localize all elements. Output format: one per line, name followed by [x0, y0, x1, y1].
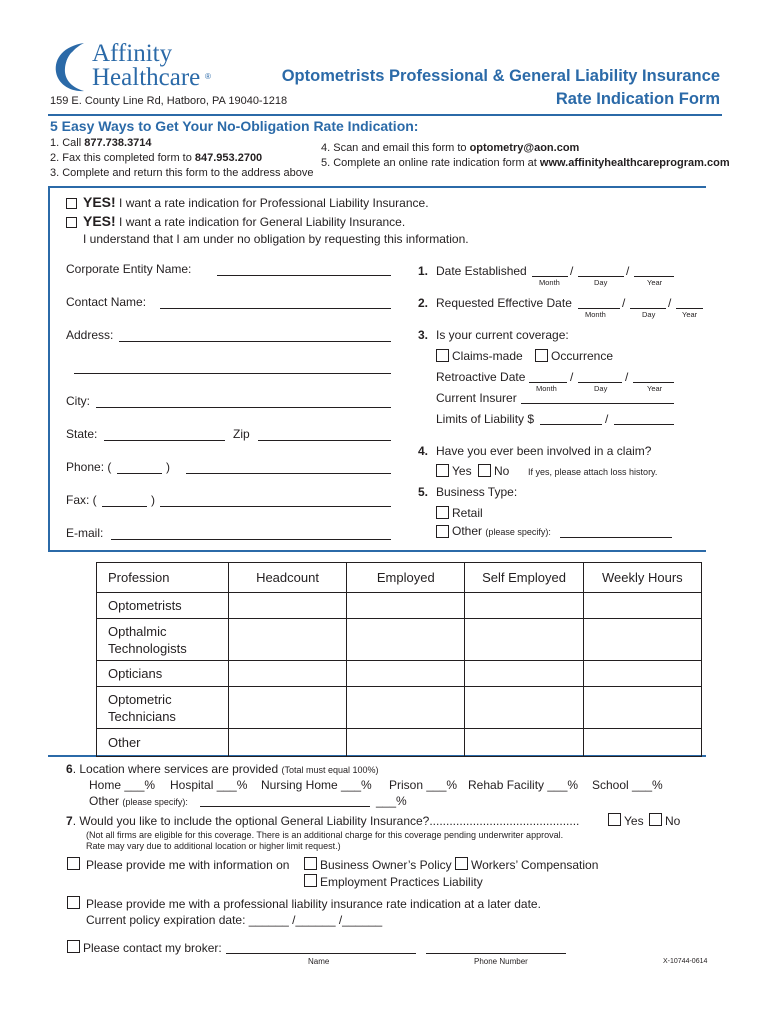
q1-month-hint: Month: [539, 278, 560, 287]
table-cell[interactable]: [347, 729, 465, 757]
limits-slash: /: [605, 412, 609, 426]
later-indication-checkbox[interactable]: [67, 896, 80, 909]
frame-mid-rule: [48, 550, 706, 552]
broker-phone-hint: Phone Number: [474, 957, 528, 966]
table-cell[interactable]: [228, 593, 346, 619]
gl-no-label: No: [665, 814, 681, 828]
affinity-logo-icon: [50, 40, 92, 94]
table-cell[interactable]: [465, 729, 583, 757]
broker-phone-field[interactable]: [426, 953, 566, 954]
fax-paren: ): [151, 493, 155, 507]
q2-day-field[interactable]: [630, 308, 666, 309]
table-cell[interactable]: [465, 593, 583, 619]
phone-number-field[interactable]: [186, 473, 391, 474]
epl-checkbox[interactable]: [304, 874, 317, 887]
q1-month-field[interactable]: [532, 276, 568, 277]
q2-slash-2: /: [668, 296, 672, 310]
table-cell[interactable]: [228, 661, 346, 687]
table-cell[interactable]: [583, 729, 701, 757]
limits-field-2[interactable]: [614, 424, 674, 425]
retro-day-field[interactable]: [578, 382, 622, 383]
table-cell[interactable]: [583, 593, 701, 619]
later-indication-label: Please provide me with a professional liability insurance rate indication at a later date.: [86, 897, 541, 911]
broker-name-hint: Name: [308, 957, 330, 966]
claim-yes-checkbox[interactable]: [436, 464, 449, 477]
col-profession: Profession: [97, 563, 229, 593]
q7-note-2: Rate may vary due to additional location or higher limit request.): [86, 841, 341, 851]
col-self-employed: Self Employed: [465, 563, 583, 593]
table-row: [97, 729, 702, 757]
occurrence-checkbox[interactable]: [535, 349, 548, 362]
retro-day-hint: Day: [594, 384, 608, 393]
table-header-row: [97, 563, 702, 593]
q7-label: 7. Would you like to include the optional General Liability Insurance?.............................................: [66, 814, 580, 828]
col-weekly-hours: Weekly Hours: [583, 563, 701, 593]
row-label: Other: [97, 729, 229, 757]
email-field[interactable]: [111, 539, 391, 540]
phone-area-code-field[interactable]: [117, 473, 162, 474]
q2-label: Requested Effective Date: [436, 296, 572, 310]
q1-slash-1: /: [570, 264, 574, 278]
table-row: [97, 593, 702, 619]
way-3: 3. Complete and return this form to the address above: [50, 167, 314, 179]
wc-checkbox[interactable]: [455, 857, 468, 870]
table-cell[interactable]: [347, 661, 465, 687]
zip-label: Zip: [233, 427, 250, 441]
current-insurer-field[interactable]: [521, 403, 674, 404]
claims-made-label: Claims-made: [452, 349, 523, 363]
table-row: [97, 619, 702, 661]
prof-liability-checkbox[interactable]: [66, 198, 77, 209]
expiration-date-field[interactable]: Current policy expiration date: ______ /______ /______: [86, 913, 383, 927]
q1-day-hint: Day: [594, 278, 608, 287]
contact-name-field[interactable]: [160, 308, 391, 309]
q2-year-field[interactable]: [676, 308, 703, 309]
row-label: Opticians: [97, 661, 229, 687]
gl-yes-label: Yes: [624, 814, 644, 828]
q3-label: Is your current coverage:: [436, 328, 569, 342]
corporate-entity-label: Corporate Entity Name:: [66, 262, 192, 276]
form-code: X-10744-0614: [663, 958, 708, 965]
q6-label: 6. Location where services are provided (Total must equal 100%): [66, 762, 379, 776]
phone-label: Phone: (: [66, 460, 112, 474]
bop-checkbox[interactable]: [304, 857, 317, 870]
q4-label: Have you ever been involved in a claim?: [436, 444, 652, 458]
way-2: 2. Fax this completed form to 847.953.2700: [50, 152, 263, 164]
retail-checkbox[interactable]: [436, 506, 449, 519]
broker-checkbox[interactable]: [67, 940, 80, 953]
phone-paren: ): [166, 460, 170, 474]
q1-number: 1.: [418, 264, 429, 278]
claim-no-checkbox[interactable]: [478, 464, 491, 477]
way-4: 4. Scan and email this form to optometry@aon.com: [321, 142, 580, 154]
loc-rehab[interactable]: Rehab Facility ___%: [468, 778, 579, 792]
form-title: Optometrists Professional & General Liability Insurance: [281, 67, 720, 85]
info-label: Please provide me with information on: [86, 858, 290, 872]
table-row: [97, 687, 702, 729]
fax-label: Fax: (: [66, 493, 97, 507]
loc-prison[interactable]: Prison ___%: [389, 778, 458, 792]
corporate-entity-field[interactable]: [217, 275, 391, 276]
table-cell[interactable]: [465, 661, 583, 687]
header-divider: [48, 114, 722, 116]
way-1: 1. Call 877.738.3714: [50, 137, 152, 149]
q2-number: 2.: [418, 296, 429, 310]
ways-heading: 5 Easy Ways to Get Your No-Obligation Rate Indication:: [50, 118, 419, 134]
table-cell[interactable]: [583, 661, 701, 687]
claim-no-label: No: [494, 464, 510, 478]
table-row: [97, 661, 702, 687]
table-cell[interactable]: [228, 729, 346, 757]
col-headcount: Headcount: [228, 563, 346, 593]
prof-liability-line: YES! I want a rate indication for Professional Liability Insurance.: [83, 194, 429, 210]
current-insurer-label: Current Insurer: [436, 391, 517, 405]
fax-number-field[interactable]: [160, 506, 391, 507]
q2-day-hint: Day: [642, 310, 656, 319]
retail-label: Retail: [452, 506, 483, 520]
loc-other-label: Other (please specify):: [89, 794, 188, 808]
address-field-2[interactable]: [74, 373, 391, 374]
gl-no-checkbox[interactable]: [649, 813, 662, 826]
wc-label: Workers’ Compensation: [471, 858, 599, 872]
q5-number: 5.: [418, 485, 429, 499]
table-cell[interactable]: [465, 687, 583, 729]
loc-home[interactable]: Home ___%: [89, 778, 156, 792]
retro-year-field[interactable]: [633, 382, 674, 383]
address-label: Address:: [66, 328, 114, 342]
obligation-statement: I understand that I am under no obligation by requesting this information.: [83, 232, 469, 246]
table-cell[interactable]: [347, 619, 465, 661]
fax-area-code-field[interactable]: [102, 506, 147, 507]
table-cell[interactable]: [583, 687, 701, 729]
logo-line2: Healthcare: [92, 64, 201, 91]
table-cell[interactable]: [228, 687, 346, 729]
claim-yes-label: Yes: [452, 464, 472, 478]
frame-top-rule: [48, 186, 706, 188]
state-label: State:: [66, 427, 98, 441]
company-address: 159 E. County Line Rd, Hatboro, PA 19040-1218: [50, 95, 288, 107]
loc-nursing-home[interactable]: Nursing Home ___%: [261, 778, 372, 792]
limits-field-1[interactable]: [540, 424, 602, 425]
table-cell[interactable]: [347, 687, 465, 729]
retro-slash-2: /: [625, 370, 629, 384]
gl-yes-checkbox[interactable]: [608, 813, 621, 826]
other-business-field[interactable]: [560, 537, 672, 538]
q1-slash-2: /: [626, 264, 630, 278]
row-label: Optometric Technicians: [97, 687, 229, 729]
q4-number: 4.: [418, 444, 429, 458]
city-label: City:: [66, 394, 90, 408]
loss-history-note: If yes, please attach loss history.: [528, 467, 658, 477]
table-cell[interactable]: [347, 593, 465, 619]
other-business-checkbox[interactable]: [436, 525, 449, 538]
contact-name-label: Contact Name:: [66, 295, 147, 309]
q7-note-1: (Not all firms are eligible for this coverage. There is an additional charge for this coverage pending underwriter approval.: [86, 830, 564, 840]
state-field[interactable]: [104, 440, 225, 441]
table-cell[interactable]: [583, 619, 701, 661]
col-employed: Employed: [347, 563, 465, 593]
q1-label: Date Established: [436, 264, 527, 278]
gen-liability-checkbox[interactable]: [66, 217, 77, 228]
bop-label: Business Owner’s Policy: [320, 858, 452, 872]
retro-slash-1: /: [570, 370, 574, 384]
info-checkbox[interactable]: [67, 857, 80, 870]
q2-year-hint: Year: [682, 310, 698, 319]
email-label: E-mail:: [66, 526, 104, 540]
profession-table: [96, 562, 702, 757]
form-subtitle: Rate Indication Form: [555, 90, 720, 108]
loc-hospital[interactable]: Hospital ___%: [170, 778, 248, 792]
row-label: Optometrists: [97, 593, 229, 619]
gen-liability-line: YES! I want a rate indication for General Liability Insurance.: [83, 213, 406, 229]
retro-month-field[interactable]: [529, 382, 567, 383]
q2-month-hint: Month: [585, 310, 606, 319]
table-cell[interactable]: [228, 619, 346, 661]
table-cell[interactable]: [465, 619, 583, 661]
broker-label: Please contact my broker:: [83, 941, 222, 955]
city-field[interactable]: [96, 407, 391, 408]
q5-label: Business Type:: [436, 485, 518, 499]
logo-registered-mark: ®: [205, 72, 211, 81]
address-field-1[interactable]: [119, 341, 391, 342]
loc-other-field[interactable]: [200, 806, 370, 807]
q3-number: 3.: [418, 328, 429, 342]
epl-label: Employment Practices Liability: [320, 875, 483, 889]
q1-day-field[interactable]: [578, 276, 624, 277]
loc-other-pct[interactable]: ___%: [376, 794, 407, 808]
claims-made-checkbox[interactable]: [436, 349, 449, 362]
frame-left-rule: [48, 186, 50, 550]
logo-line1: Affinity: [92, 40, 173, 67]
q1-year-hint: Year: [647, 278, 663, 287]
row-label: Opthalmic Technologists: [97, 619, 229, 661]
occurrence-label: Occurrence: [551, 349, 614, 363]
loc-school[interactable]: School ___%: [592, 778, 663, 792]
broker-name-field[interactable]: [226, 953, 416, 954]
retro-year-hint: Year: [647, 384, 663, 393]
q2-slash-1: /: [622, 296, 626, 310]
zip-field[interactable]: [258, 440, 391, 441]
retro-date-label: Retroactive Date: [436, 370, 526, 384]
retro-month-hint: Month: [536, 384, 557, 393]
other-business-label: Other (please specify):: [452, 524, 551, 538]
q1-year-field[interactable]: [634, 276, 674, 277]
way-5: 5. Complete an online rate indication form at www.affinityhealthcareprogram.com: [321, 157, 730, 169]
q2-month-field[interactable]: [578, 308, 620, 309]
limits-label: Limits of Liability $: [436, 412, 535, 426]
